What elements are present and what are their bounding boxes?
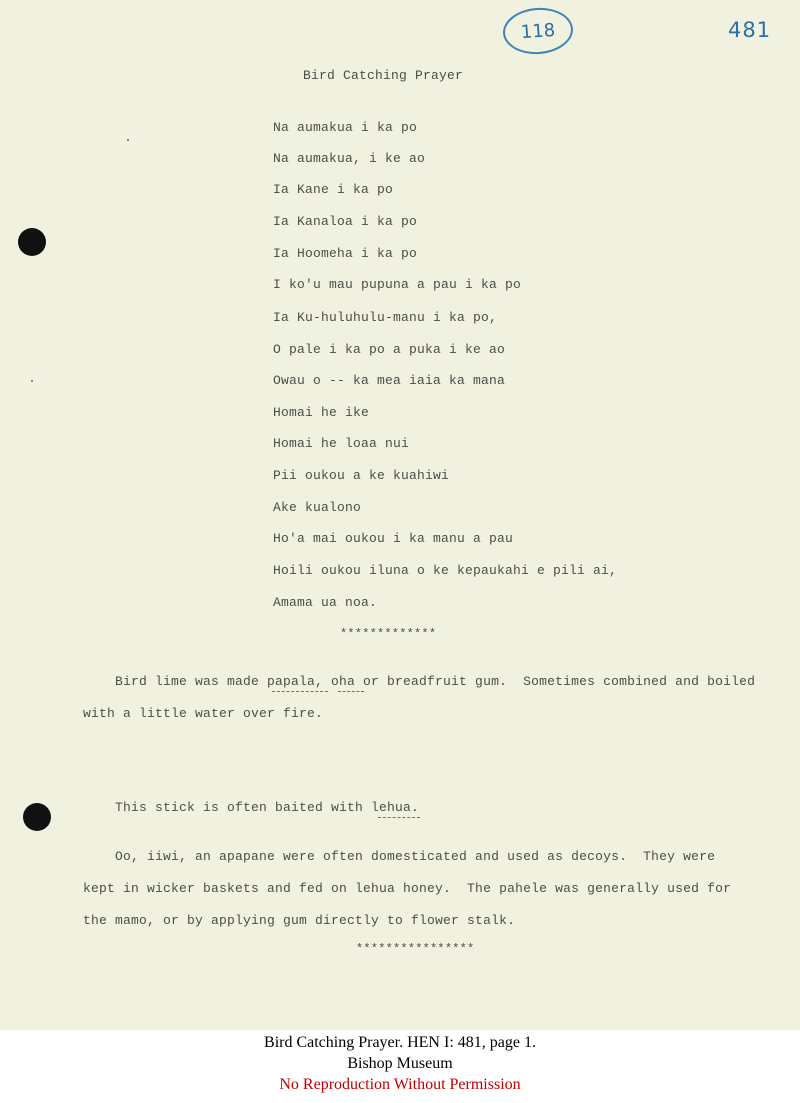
paper-speck: [127, 139, 129, 141]
caption-line: Bishop Museum: [347, 1055, 453, 1072]
prayer-line: I ko'u mau pupuna a pau i ka po: [273, 277, 522, 292]
prayer-line: Na aumakua i ka po: [273, 120, 418, 135]
prayer-line: Homai he loaa nui: [273, 436, 410, 451]
circled-page-annotation: [501, 6, 574, 57]
punch-hole-bottom: [23, 803, 51, 831]
handwritten-underline: [378, 817, 420, 818]
prayer-line: Na aumakua, i ke ao: [273, 151, 426, 166]
separator-stars: *************: [340, 627, 437, 641]
prayer-line: Ake kualono: [273, 500, 362, 515]
prayer-line: Hoili oukou iluna o ke kepaukahi e pili ai,: [273, 563, 618, 578]
prayer-line: Ho'a mai oukou i ka manu a pau: [273, 531, 514, 546]
paper-speck: [31, 380, 33, 382]
copyright-notice: No Reproduction Without Permission: [279, 1076, 521, 1093]
prayer-line: Pii oukou a ke kuahiwi: [273, 468, 450, 483]
prayer-line: Ia Ku-huluhulu-manu i ka po,: [273, 310, 498, 325]
separator-stars: ****************: [356, 942, 475, 956]
prayer-line: Homai he ike: [273, 405, 370, 420]
prayer-line: Ia Kanaloa i ka po: [273, 214, 418, 229]
handwritten-page-number: 481: [728, 18, 772, 42]
document-title: Bird Catching Prayer: [303, 68, 464, 83]
punch-hole-top: [18, 228, 46, 256]
paragraph-line: This stick is often baited with lehua.: [83, 800, 420, 815]
prayer-line: Owau o -- ka mea iaia ka mana: [273, 373, 506, 388]
prayer-line: Ia Kane i ka po: [273, 182, 394, 197]
circled-number: 118: [520, 19, 556, 43]
paragraph-line: Bird lime was made papala, oha or breadfruit gum. Sometimes combined and boiled: [83, 674, 756, 689]
handwritten-underline: [338, 691, 364, 692]
paragraph-line: kept in wicker baskets and fed on lehua honey. The pahele was generally used for: [83, 881, 732, 896]
paragraph-line: with a little water over fire.: [83, 706, 324, 721]
paragraph-line: the mamo, or by applying gum directly to flower stalk.: [83, 913, 516, 928]
handwritten-underline: [272, 691, 328, 692]
prayer-line: Ia Hoomeha i ka po: [273, 246, 418, 261]
prayer-line: O pale i ka po a puka i ke ao: [273, 342, 506, 357]
paragraph-line: Oo, iiwi, an apapane were often domesticated and used as decoys. They were: [83, 849, 716, 864]
caption-line: Bird Catching Prayer. HEN I: 481, page 1.: [264, 1034, 536, 1051]
prayer-line: Amama ua noa.: [273, 595, 378, 610]
